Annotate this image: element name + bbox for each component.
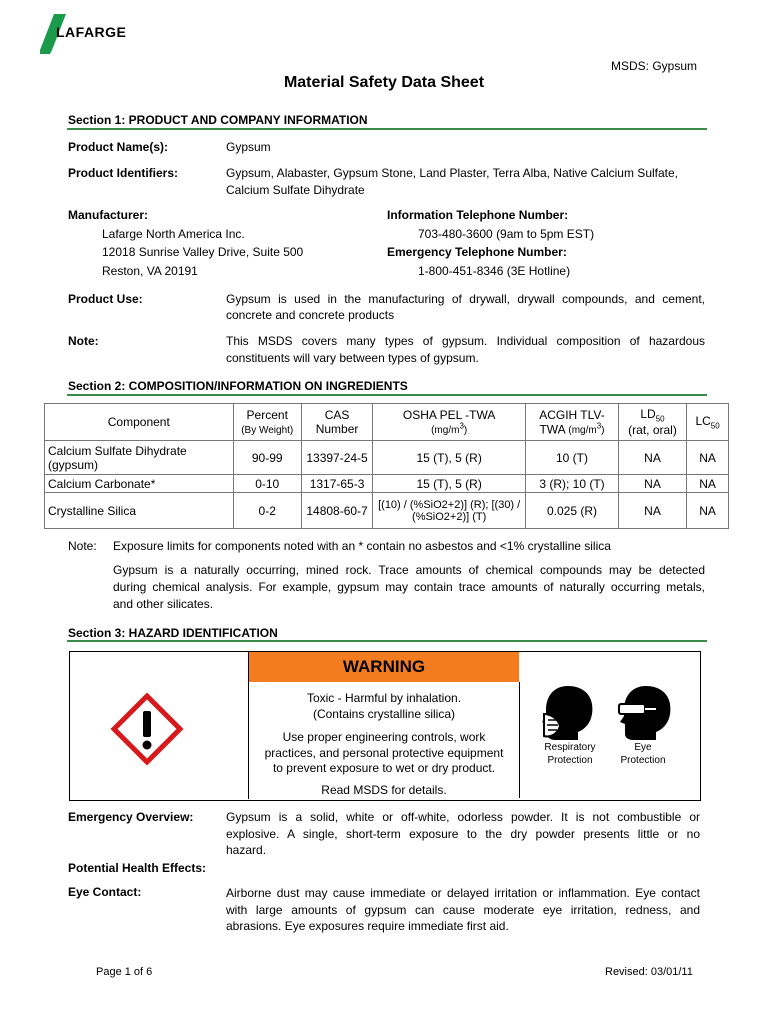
- table-header-row: [45, 404, 729, 441]
- note-line2: constituents will vary between types of gypsum.: [226, 351, 479, 365]
- header-osha: OSHA PEL -TWA $(mg/m^3)$: [373, 404, 526, 441]
- section3-rule: [67, 640, 707, 642]
- header-acgih: ACGIH TLV- TWA $(mg/m^3)$: [526, 404, 619, 441]
- warning-line6: Read MSDS for details.: [321, 783, 447, 797]
- section2-note-label: Note:: [68, 539, 97, 553]
- info-phone: 703-480-3600 (9am to 5pm EST): [418, 227, 595, 241]
- table-row: [45, 441, 729, 475]
- cell-component: Calcium Sulfate Dihydrate (gypsum): [45, 441, 234, 475]
- ghs-exclamation-icon: [110, 692, 184, 766]
- cell-cas: 1317-65-3: [301, 475, 372, 493]
- header-ld50: $LD_{50}$ (rat, oral): [618, 404, 686, 441]
- warning-line5: to prevent exposure to wet or dry product.: [272, 761, 496, 775]
- cell-cas: 13397-24-5: [301, 441, 372, 475]
- warning-line1: Toxic - Harmful by inhalation.: [306, 691, 462, 705]
- eye-protection-label: Eye Protection: [620, 742, 666, 766]
- revised-date: Revised: 03/01/11: [605, 966, 693, 978]
- identifiers-line2: Calcium Sulfate Dihydrate: [226, 183, 365, 197]
- cell-ld50: NA: [618, 493, 686, 529]
- cell-cas: 14808-60-7: [301, 493, 372, 529]
- section2-para-line1: Gypsum is a naturally occurring, mined rock. Trace amounts of chemical compounds may be detected: [113, 563, 705, 577]
- cell-component: Calcium Carbonate*: [45, 475, 234, 493]
- warning-line2: (Contains crystalline silica): [312, 707, 456, 721]
- header-percent: Percent (By Weight): [233, 404, 301, 441]
- manufacturer-address2: Reston, VA 20191: [102, 264, 198, 278]
- respirator-icon: [538, 684, 596, 742]
- warning-line3: Use proper engineering controls, work: [282, 730, 486, 744]
- cell-percent: 90-99: [233, 441, 301, 475]
- cell-lc50: NA: [687, 475, 729, 493]
- product-use-label: Product Use:: [68, 292, 143, 306]
- logo-text: LAFARGE: [56, 24, 127, 40]
- table-row: [45, 493, 729, 529]
- section2-title: Section 2: COMPOSITION/INFORMATION ON INGREDIENTS: [68, 379, 408, 393]
- respiratory-label: Respiratory Protection: [544, 742, 596, 766]
- section1-title: Section 1: PRODUCT AND COMPANY INFORMATION: [68, 113, 368, 127]
- cell-osha: [(10) / (%SiO2+2)] (R); [(30) / (%SiO2+2)] (T): [373, 493, 526, 529]
- warning-header: WARNING: [249, 652, 519, 682]
- cell-lc50: NA: [687, 441, 729, 475]
- header-component: Component: [45, 404, 234, 441]
- product-names-label: Product Name(s):: [68, 140, 169, 154]
- section2-para-line2: during chemical analysis. For example, gypsum may contain trace amounts of naturally occurring metals,: [113, 580, 705, 594]
- cell-percent: 0-2: [233, 493, 301, 529]
- cell-osha: 15 (T), 5 (R): [373, 441, 526, 475]
- safety-glasses-icon: [616, 684, 674, 742]
- identifiers-line1: Gypsum, Alabaster, Gypsum Stone, Land Plaster, Terra Alba, Native Calcium Sulfate,: [226, 166, 679, 180]
- eye-contact-line1: Airborne dust may cause immediate or delayed irritation or inflammation. Eye contact: [226, 886, 700, 900]
- section2-para-line3: and other silicates.: [113, 597, 214, 611]
- eye-contact-label: Eye Contact:: [68, 885, 142, 899]
- cell-osha: 15 (T), 5 (R): [373, 475, 526, 493]
- emergency-overview-line1: Gypsum is a solid, white or off-white, odorless powder. It is not combustible or: [226, 810, 700, 824]
- health-effects-label: Potential Health Effects:: [68, 861, 207, 875]
- emergency-overview-label: Emergency Overview:: [68, 810, 194, 824]
- cell-component: Crystalline Silica: [45, 493, 234, 529]
- section1-rule: [67, 128, 707, 130]
- page-number: Page 1 of 6: [96, 966, 153, 978]
- section2-note-text: Exposure limits for components noted with an * contain no asbestos and <1% crystalline silica: [113, 539, 611, 553]
- warning-line4: practices, and personal protective equipment: [264, 746, 504, 760]
- cell-acgih: 10 (T): [526, 441, 619, 475]
- header-lc50: $LC_{50}$: [687, 404, 729, 441]
- cell-acgih: 3 (R); 10 (T): [526, 475, 619, 493]
- emergency-overview-line2: explosive. A single, short-term exposure to the dry powder presents little or no: [226, 827, 700, 841]
- manufacturer-name: Lafarge North America Inc.: [102, 227, 245, 241]
- header-cas: CAS Number: [301, 404, 372, 441]
- product-names-value: Gypsum: [226, 140, 271, 154]
- cell-ld50: NA: [618, 475, 686, 493]
- section3-title: Section 3: HAZARD IDENTIFICATION: [68, 626, 278, 640]
- info-phone-label: Information Telephone Number:: [387, 208, 569, 222]
- eye-contact-line3: abrasions. Eye exposures require immediate first aid.: [226, 919, 509, 933]
- emergency-phone: 1-800-451-8346 (3E Hotline): [418, 264, 571, 278]
- cell-ld50: NA: [618, 441, 686, 475]
- composition-table: [44, 403, 729, 529]
- product-use-line1: Gypsum is used in the manufacturing of drywall, drywall compounds, and cement,: [226, 292, 705, 306]
- note-label: Note:: [68, 334, 99, 348]
- emergency-phone-label: Emergency Telephone Number:: [387, 245, 567, 259]
- emergency-overview-line3: hazard.: [226, 843, 267, 857]
- eye-contact-line2: with large amounts of gypsum can cause moderate eye irritation, redness, and: [226, 903, 700, 917]
- manufacturer-address1: 12018 Sunrise Valley Drive, Suite 500: [102, 245, 304, 259]
- cell-acgih: 0.025 (R): [526, 493, 619, 529]
- manufacturer-label: Manufacturer:: [68, 208, 149, 222]
- document-id: MSDS: Gypsum: [611, 59, 698, 73]
- section2-rule: [67, 394, 707, 396]
- note-line1: This MSDS covers many types of gypsum. Individual composition of hazardous: [226, 334, 705, 348]
- product-use-line2: concrete and concrete products: [226, 308, 395, 322]
- identifiers-label: Product Identifiers:: [68, 166, 179, 180]
- table-row: [45, 475, 729, 493]
- page-title: Material Safety Data Sheet: [283, 74, 485, 91]
- cell-lc50: NA: [687, 493, 729, 529]
- cell-percent: 0-10: [233, 475, 301, 493]
